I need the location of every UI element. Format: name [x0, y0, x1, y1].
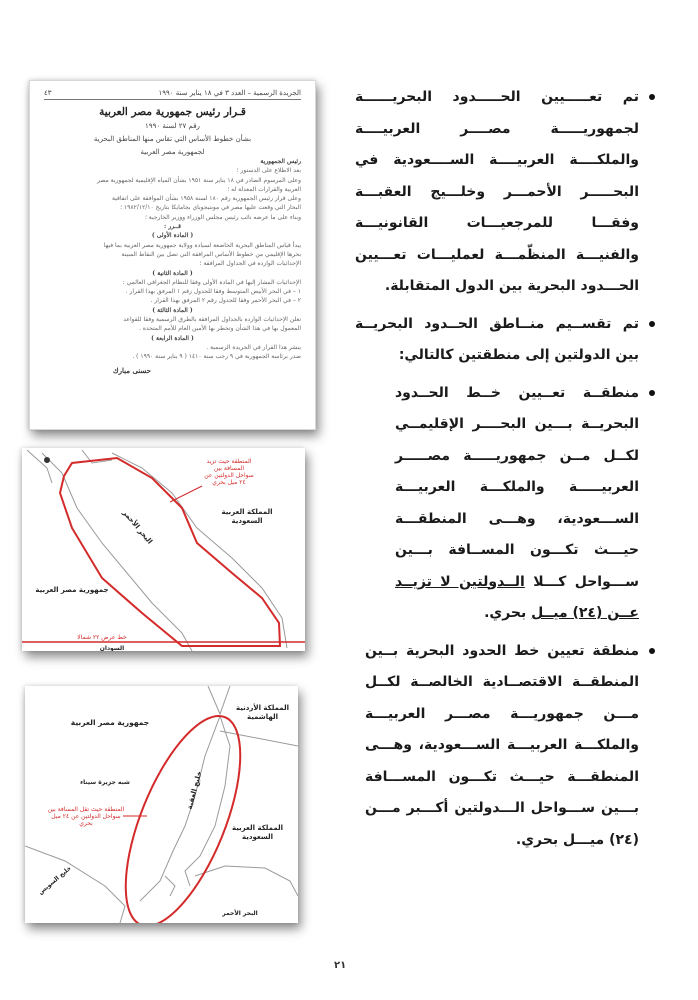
bullet-eez-zone: [365, 636, 655, 857]
decree-line: وعلى قرار رئيس الجمهورية رقم ١٨٠ لسنة ١٩٥٨ بشأن الموافقة على اتفاقية: [111, 195, 301, 203]
decree-signature: حسنى مبارك: [112, 365, 151, 375]
bullet-tail: بحري.: [484, 605, 527, 621]
page-number: ٢١: [334, 960, 347, 971]
gulf-of-aqaba-map: [25, 686, 298, 923]
red-sea-map: [22, 448, 305, 651]
zone-annotation: المنطقة حيث تزيد المسافة بين سواحل الدولتين عن ٢٤ ميل بحري: [204, 458, 254, 486]
label-sinai: شبه جزيرة سيناء: [80, 779, 130, 786]
decree-line: وبناء على ما عرضه نائب رئيس مجلس الوزراء ووزير الخارجية ؛: [144, 213, 301, 221]
gazette-title: الجريدة الرسمية – العدد ٣ في ١٨ يناير سنة ١٩٩٠: [158, 89, 301, 97]
decree-scan-image: [29, 80, 316, 430]
bullet-boundary-delimitation: [355, 82, 655, 303]
decree-line: ٢ – في البحر الأحمر وفقا للجدول رقم ٢ المرفق بهذا القرار .: [150, 297, 301, 305]
decree-line: ( المادة الثالثة ): [152, 306, 193, 314]
zone-boundary: [60, 458, 280, 646]
label-saudi-arabia: المملكة العربية السعودية: [231, 824, 284, 841]
decree-line: قــرر :: [164, 223, 181, 231]
decree-line: الإحداثيات الواردة في الجداول المرافقة ؛: [199, 260, 301, 268]
decree-line: رئيس الجمهورية: [260, 158, 301, 165]
decree-line: ( المادة الثانية ): [152, 269, 193, 277]
decree-line: ( المادة الرابعة ): [151, 334, 194, 342]
decree-subject-2: لجمهورية مصر العربية: [140, 148, 205, 156]
underlined-text: الــدولتين لا تزيــد عــن (٢٤) ميــل: [395, 573, 639, 621]
body-text-column: [355, 82, 655, 862]
bullet-text: منطقة تعيين خط الحدود البحرية بــين المنطقــة الاقتصــادية الخالصــة لكــل مـــن جمهوريـــة مصـــر العربيـــة والملكـــة العربيـــة الســـعودية، وهـــى المنطقـــة حيـــث تكـــون المســـافة بـــين ســـواحل الـــدولتين أكـــبر مـــن (٢٤) ميـــل بحري.: [365, 642, 639, 848]
bullet-zone-division: [355, 309, 655, 372]
decree-line: صدر برئاسة الجمهورية في ٩ رجب سنة ١٤١٠ ( ٩ يناير سنة ١٩٩٠ ) .: [132, 353, 301, 361]
label-egypt: جمهورية مصر العربية: [35, 586, 109, 594]
label-sudan: السودان: [99, 645, 125, 651]
decree-line: بعد الاطلاع على الدستور ؛: [236, 167, 301, 175]
decree-line: البحار التي وقعت عليها مصر في مونتيجوباي بجامايكا بتاريخ ١٩٨٢/١٢/١٠ ؛: [120, 204, 301, 212]
label-latitude: خط عرض ٢٢ شمالا: [77, 634, 127, 641]
decree-title: قـرار رئيس جمهورية مصر العربية: [99, 106, 246, 118]
decree-line: بحرها الإقليمي من خطوط الأساس المرافقة التي تصل بين النقاط المبينة: [121, 250, 301, 258]
gazette-header: [44, 89, 301, 100]
decree-line: العربية والقرارات المعدلة له ؛: [227, 185, 301, 193]
gazette-page: ٤٣: [44, 89, 52, 97]
label-jordan: المملكة الأردنية الهاشمية: [236, 704, 289, 721]
red-sea-map-graphic: [22, 448, 305, 651]
decree-line: المعمول بها في هذا الشأن وتخطر بها الأمين العام للأمم المتحدة .: [139, 325, 301, 333]
label-gulf-of-suez: خليج السويس: [37, 864, 73, 897]
label-egypt: جمهورية مصر العربية: [70, 718, 150, 727]
bullet-text: تم تعـــــيين الحـــــدود البحريــــــة لجمهوريـــــة مصــــر العربيــــة والملكــــة العربيــــة الســــعودية في البحـــــر الأحمـــر وخلـــيج العقبـــة وفقـــا للمرجعيـــات القانونيـــة والفنيـــة المنظّمـــة لعمليـــات تعـــيين الحـــدود البحرية بين الدول المتقابلة.: [355, 89, 639, 294]
label-red-sea: البحر الأحمر: [121, 508, 154, 546]
decree-subject: بشأن خطوط الأساس التي تقاس منها المناطق البحرية: [93, 135, 252, 143]
decree-body: [44, 157, 301, 362]
bullet-territorial-sea-zone: [395, 378, 655, 630]
bullet-text: تم تقســيم منــاطق الحــدود البحريــة بين الدولتين إلى منطقتين كالتالي:: [355, 315, 639, 363]
label-gulf-of-aqaba: خليج العقبة: [185, 770, 204, 811]
label-red-sea: البحر الأحمر: [222, 910, 258, 917]
zone-annotation: المنطقة حيث تقل المسافة بين سواحل الدولتين عن ٢٤ ميل بحري: [47, 806, 125, 827]
label-saudi-arabia: المملكة العربية السعودية: [221, 508, 273, 525]
decree-line: ١ – في البحر الأبيض المتوسط وفقا للجدول رقم ١ المرفق بهذا القرار .: [125, 288, 301, 296]
decree-line: ( المادة الأولى ): [151, 232, 194, 240]
decree-line: الإحداثيات المشار إليها في المادة الأولى وفقا للنظام الجغرافي العالمي :: [122, 278, 301, 286]
decree-line: يبدأ قياس المناطق البحرية الخاضعة لسيادة وولاية جمهورية مصر العربية بما فيها: [103, 241, 301, 249]
decree-number: رقم ٢٧ لسنة ١٩٩٠: [145, 122, 200, 130]
decree-line: ينشر هذا القرار في الجريدة الرسمية .: [206, 343, 301, 351]
decree-line: وعلى المرسوم الصادر في ١٨ يناير سنة ١٩٥١ بشأن المياه الإقليمية لجمهورية مصر: [97, 176, 301, 184]
bullet-text: منطقــة تعــيين خــط الحــدود البحريــة بـــين البحــــر الإقليمــي لكــل مــن جمهوريـــــة مصـــــر العربيـــــة والملكـــة العربيـــة الســـعودية، وهـــى المنطقـــة حيـــث تكـــون المســافة بـــين ســـواحل كـــلا: [395, 384, 639, 590]
decree-line: تعلن الإحداثيات الواردة بالجداول المرافقة بالطرق الرسمية وفقا للقواعد: [123, 316, 301, 324]
